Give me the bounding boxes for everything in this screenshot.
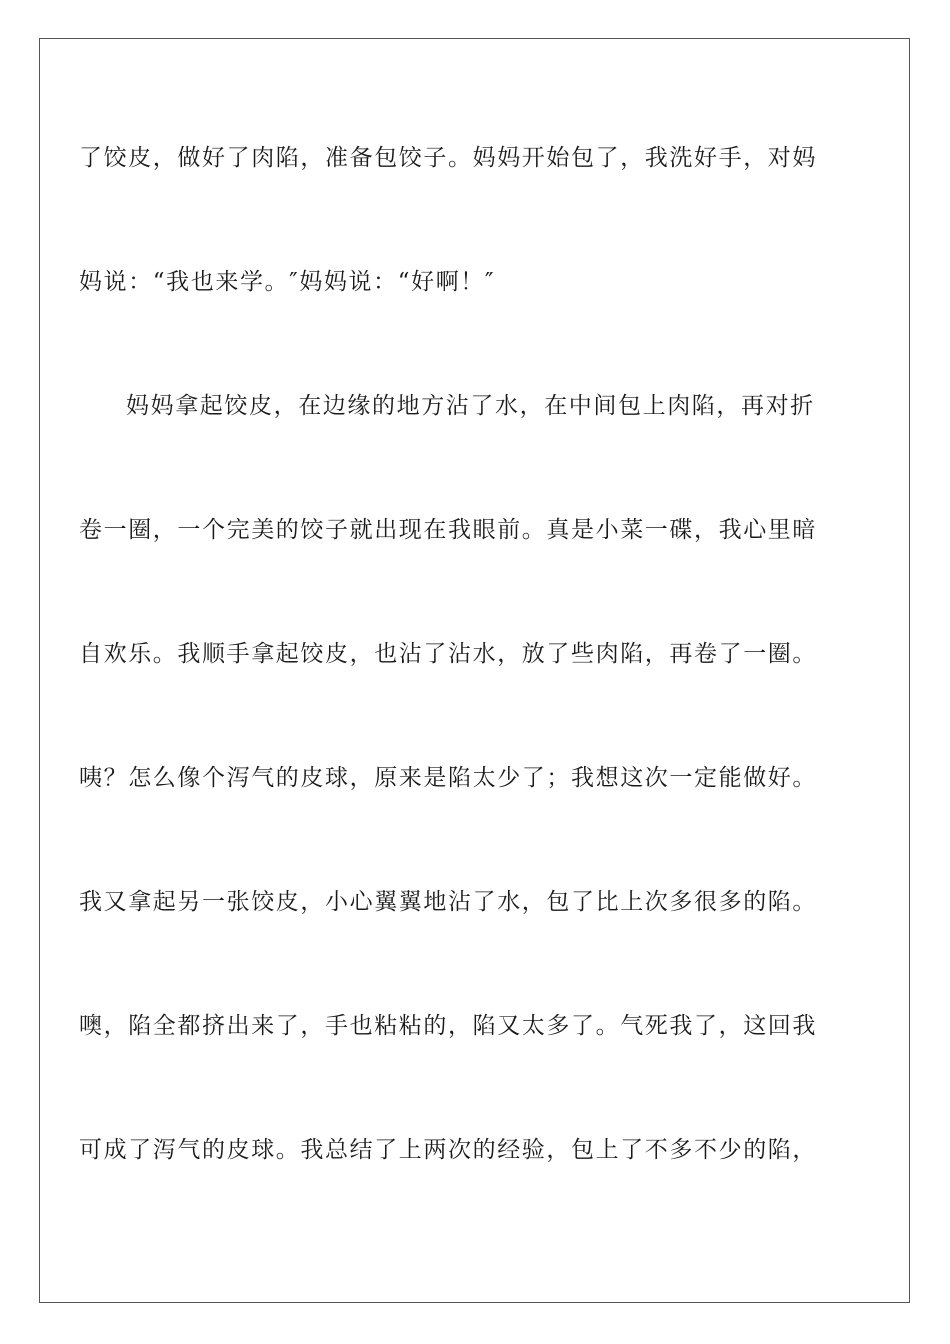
text-line: 卷一圈，一个完美的饺子就出现在我眼前。真是小菜一碟，我心里暗 [79, 517, 817, 543]
document-body [79, 96, 817, 1212]
text-line: 了饺皮，做好了肉陷，准备包饺子。妈妈开始包了，我洗好手，对妈 [79, 145, 817, 171]
text-line: 咦？怎么像个泻气的皮球，原来是陷太少了；我想这次一定能做好。 [79, 765, 817, 791]
text-line: 可成了泻气的皮球。我总结了上两次的经验，包上了不多不少的陷， [79, 1137, 817, 1163]
text-line: 我又拿起另一张饺皮，小心翼翼地沾了水，包了比上次多很多的陷。 [79, 889, 817, 915]
text-line: 妈说：“我也来学。″妈妈说：“好啊！″ [79, 269, 496, 295]
text-line: 自欢乐。我顺手拿起饺皮，也沾了沾水，放了些肉陷，再卷了一圈。 [79, 641, 817, 667]
paragraph-first-line: 妈妈拿起饺皮，在边缘的地方沾了水，在中间包上肉陷，再对折 [126, 393, 815, 419]
text-line: 噢，陷全都挤出来了，手也粘粘的，陷又太多了。气死我了，这回我 [79, 1013, 817, 1039]
